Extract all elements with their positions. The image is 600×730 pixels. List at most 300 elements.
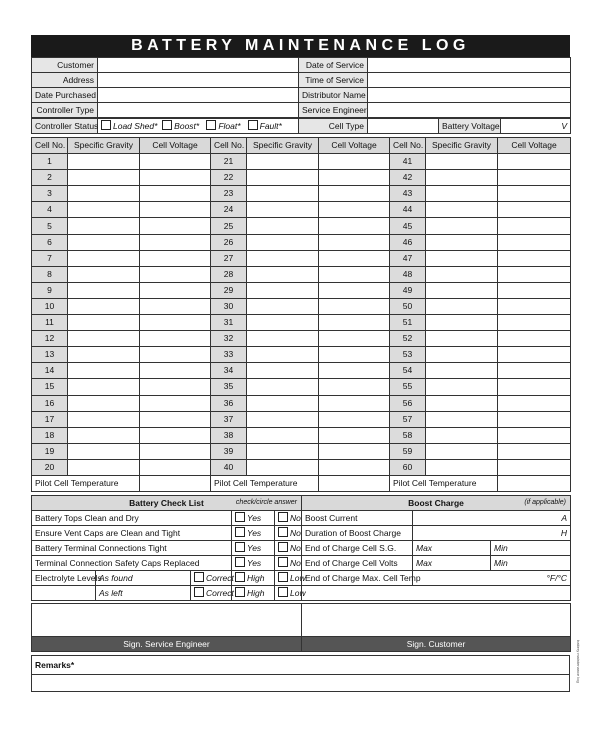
boost-note: (if applicable) [524, 499, 567, 507]
electrolyte-label: Electrolyte Levels [32, 571, 96, 586]
cell-voltage-field[interactable] [319, 379, 390, 395]
cell-table-header-row [32, 138, 571, 154]
specific-gravity-header: Specific Gravity [247, 138, 319, 154]
cell-number: 40 [211, 459, 247, 475]
cell-voltage-field[interactable] [498, 218, 571, 234]
signature-table [31, 603, 571, 652]
cell-number: 39 [211, 443, 247, 459]
status-option-label: Boost* [174, 121, 200, 131]
checkbox[interactable] [278, 542, 288, 552]
checkbox[interactable] [235, 557, 245, 567]
cell-voltage-field[interactable] [319, 202, 390, 218]
yes-label: Yes [247, 513, 262, 524]
high-label: High [247, 588, 265, 599]
cell-number: 17 [32, 411, 68, 427]
table-row [32, 411, 571, 427]
specific-gravity-field[interactable] [68, 298, 140, 314]
yes-label: Yes [247, 543, 262, 554]
checkbox[interactable] [235, 512, 245, 522]
cell-voltage-field[interactable] [498, 427, 571, 443]
specific-gravity-field[interactable] [426, 202, 498, 218]
cell-voltage-field[interactable] [498, 443, 571, 459]
as-found-label: As found [99, 573, 133, 584]
cell-voltage-field[interactable] [498, 411, 571, 427]
specific-gravity-field[interactable] [68, 250, 140, 266]
cell-number: 10 [32, 298, 68, 314]
specific-gravity-field[interactable] [426, 331, 498, 347]
boost-duration-label: Duration of Boost Charge [302, 526, 413, 541]
cell-number: 3 [32, 186, 68, 202]
checkbox[interactable] [101, 120, 111, 130]
specific-gravity-field[interactable] [247, 379, 319, 395]
no-label: No [290, 528, 301, 539]
low-option[interactable] [275, 571, 306, 586]
cell-number: 36 [211, 395, 247, 411]
specific-gravity-field[interactable] [426, 395, 498, 411]
boost-duration-field[interactable] [413, 526, 571, 541]
cell-number: 58 [390, 427, 426, 443]
distributor-name-label: Distributor Name [299, 88, 368, 103]
cell-number: 30 [211, 298, 247, 314]
table-row [32, 234, 571, 250]
no-label: No [290, 558, 301, 569]
cell-voltage-header: Cell Voltage [140, 138, 211, 154]
cell-number: 25 [211, 218, 247, 234]
specific-gravity-header: Specific Gravity [68, 138, 140, 154]
cell-voltage-field[interactable] [140, 234, 211, 250]
checkbox[interactable] [248, 120, 258, 130]
yes-label: Yes [247, 558, 262, 569]
max-label: Max [416, 558, 433, 569]
date-of-service-field[interactable] [368, 58, 571, 73]
cell-readings-table [31, 137, 571, 492]
end-sg-min-field[interactable] [491, 541, 571, 556]
engineer-signature-label: Sign. Service Engineer [32, 637, 302, 652]
cell-voltage-field[interactable] [319, 363, 390, 379]
specific-gravity-field[interactable] [247, 282, 319, 298]
specific-gravity-header: Specific Gravity [426, 138, 498, 154]
specific-gravity-field[interactable] [426, 411, 498, 427]
specific-gravity-field[interactable] [68, 379, 140, 395]
distributor-name-field[interactable] [368, 88, 571, 103]
remarks-field[interactable] [32, 675, 570, 692]
end-temp-field[interactable] [413, 571, 571, 586]
as-left-label: As left [99, 588, 123, 599]
specific-gravity-field[interactable] [68, 266, 140, 282]
table-row [32, 282, 571, 298]
customer-signature-area[interactable] [302, 604, 571, 637]
cell-number: 9 [32, 282, 68, 298]
battery-voltage-field[interactable] [501, 119, 571, 134]
cell-type-field[interactable] [368, 119, 439, 134]
specific-gravity-field[interactable] [247, 218, 319, 234]
cell-voltage-field[interactable] [140, 250, 211, 266]
yes-option[interactable] [232, 556, 275, 571]
table-row [32, 154, 571, 170]
cell-voltage-field[interactable] [140, 331, 211, 347]
specific-gravity-field[interactable] [247, 250, 319, 266]
empty-cell [32, 586, 96, 601]
engineer-signature-area[interactable] [32, 604, 302, 637]
controller-type-field[interactable] [98, 103, 299, 118]
yes-option[interactable] [232, 511, 275, 526]
checkbox[interactable] [194, 587, 204, 597]
cell-voltage-field[interactable] [498, 186, 571, 202]
high-option[interactable] [232, 571, 275, 586]
checklist-note: check/circle answer [235, 499, 297, 507]
table-row [32, 298, 571, 314]
cell-voltage-field[interactable] [140, 170, 211, 186]
cell-number: 21 [211, 154, 247, 170]
checkbox[interactable] [278, 512, 288, 522]
cell-number: 5 [32, 218, 68, 234]
specific-gravity-field[interactable] [426, 234, 498, 250]
cell-number: 28 [211, 266, 247, 282]
specific-gravity-field[interactable] [68, 315, 140, 331]
checkbox[interactable] [278, 527, 288, 537]
specific-gravity-field[interactable] [426, 363, 498, 379]
cell-number: 22 [211, 170, 247, 186]
cell-voltage-field[interactable] [319, 459, 390, 475]
specific-gravity-field[interactable] [426, 266, 498, 282]
pilot-cell-temperature-label: Pilot Cell Temperature [32, 475, 140, 491]
table-row [32, 186, 571, 202]
cell-voltage-field[interactable] [319, 331, 390, 347]
no-option[interactable] [275, 511, 302, 526]
cell-voltage-field[interactable] [498, 170, 571, 186]
cell-voltage-field[interactable] [140, 218, 211, 234]
cell-number: 26 [211, 234, 247, 250]
pilot-cell-temperature-field[interactable] [140, 475, 211, 491]
cell-number: 8 [32, 266, 68, 282]
cell-number: 56 [390, 395, 426, 411]
cell-voltage-field[interactable] [319, 266, 390, 282]
specific-gravity-field[interactable] [426, 298, 498, 314]
cell-voltage-field[interactable] [319, 186, 390, 202]
cell-voltage-field[interactable] [498, 379, 571, 395]
table-row [32, 315, 571, 331]
checkbox[interactable] [278, 557, 288, 567]
header-table [31, 57, 571, 118]
yes-option[interactable] [232, 541, 275, 556]
specific-gravity-field[interactable] [247, 154, 319, 170]
cell-number: 35 [211, 379, 247, 395]
cell-number: 51 [390, 315, 426, 331]
min-label: Min [494, 558, 508, 569]
specific-gravity-field[interactable] [68, 459, 140, 475]
specific-gravity-field[interactable] [247, 186, 319, 202]
specific-gravity-field[interactable] [247, 363, 319, 379]
cell-number: 33 [211, 347, 247, 363]
cell-number: 32 [211, 331, 247, 347]
cell-number: 55 [390, 379, 426, 395]
specific-gravity-field[interactable] [247, 315, 319, 331]
address-field[interactable] [98, 73, 299, 88]
cell-number: 46 [390, 234, 426, 250]
specific-gravity-field[interactable] [68, 186, 140, 202]
pilot-cell-temperature-label: Pilot Cell Temperature [211, 475, 319, 491]
cell-voltage-field[interactable] [319, 347, 390, 363]
specific-gravity-field[interactable] [426, 347, 498, 363]
time-of-service-field[interactable] [368, 73, 571, 88]
cell-voltage-field[interactable] [498, 395, 571, 411]
cell-voltage-field[interactable] [319, 250, 390, 266]
specific-gravity-field[interactable] [68, 282, 140, 298]
cell-voltage-field[interactable] [319, 218, 390, 234]
cell-voltage-field[interactable] [498, 250, 571, 266]
specific-gravity-field[interactable] [247, 331, 319, 347]
specific-gravity-field[interactable] [426, 186, 498, 202]
pilot-temp-row [32, 475, 571, 491]
cell-voltage-field[interactable] [319, 427, 390, 443]
checkbox[interactable] [235, 542, 245, 552]
yes-option[interactable] [232, 526, 275, 541]
boost-current-field[interactable] [413, 511, 571, 526]
service-engineer-label: Service Engineer [299, 103, 368, 118]
cell-voltage-field[interactable] [140, 443, 211, 459]
form-title: BATTERY MAINTENANCE LOG [31, 35, 570, 57]
date-of-service-label: Date of Service [299, 58, 368, 73]
specific-gravity-field[interactable] [68, 411, 140, 427]
specific-gravity-field[interactable] [247, 234, 319, 250]
cell-voltage-field[interactable] [498, 298, 571, 314]
table-row [32, 459, 571, 475]
specific-gravity-field[interactable] [247, 202, 319, 218]
specific-gravity-field[interactable] [68, 154, 140, 170]
cell-no-header: Cell No. [211, 138, 247, 154]
controller-status-label: Controller Status [32, 119, 98, 134]
service-engineer-field[interactable] [368, 103, 571, 118]
cell-voltage-field[interactable] [319, 298, 390, 314]
check-item: Ensure Vent Caps are Clean and Tight [32, 526, 232, 541]
table-row [32, 395, 571, 411]
date-purchased-field[interactable] [98, 88, 299, 103]
unit: H [560, 528, 568, 539]
as-left-field[interactable] [96, 586, 191, 601]
cell-voltage-field[interactable] [498, 315, 571, 331]
specific-gravity-field[interactable] [68, 331, 140, 347]
cell-voltage-field[interactable] [319, 411, 390, 427]
cell-number: 34 [211, 363, 247, 379]
cell-number: 14 [32, 363, 68, 379]
cell-voltage-field[interactable] [140, 282, 211, 298]
date-purchased-label: Date Purchased [32, 88, 98, 103]
checkbox[interactable] [278, 587, 288, 597]
cell-voltage-field[interactable] [498, 347, 571, 363]
table-row [32, 170, 571, 186]
cell-number: 45 [390, 218, 426, 234]
cell-voltage-field[interactable] [140, 363, 211, 379]
cell-number: 24 [211, 202, 247, 218]
cell-voltage-field[interactable] [498, 282, 571, 298]
cell-number: 37 [211, 411, 247, 427]
cell-voltage-field[interactable] [140, 315, 211, 331]
specific-gravity-field[interactable] [68, 170, 140, 186]
cell-voltage-field[interactable] [319, 443, 390, 459]
specific-gravity-field[interactable] [426, 379, 498, 395]
cell-number: 13 [32, 347, 68, 363]
cell-voltage-field[interactable] [498, 363, 571, 379]
footer-note: battery maintenance log [576, 640, 581, 683]
table-row [32, 331, 571, 347]
specific-gravity-field[interactable] [426, 427, 498, 443]
specific-gravity-field[interactable] [426, 170, 498, 186]
cell-voltage-field[interactable] [140, 154, 211, 170]
cell-number: 12 [32, 331, 68, 347]
specific-gravity-field[interactable] [426, 282, 498, 298]
specific-gravity-field[interactable] [247, 427, 319, 443]
cell-number: 2 [32, 170, 68, 186]
cell-voltage-field[interactable] [140, 202, 211, 218]
cell-number: 7 [32, 250, 68, 266]
cell-number: 15 [32, 379, 68, 395]
cell-voltage-field[interactable] [498, 266, 571, 282]
customer-field[interactable] [98, 58, 299, 73]
cell-voltage-field[interactable] [319, 154, 390, 170]
specific-gravity-field[interactable] [247, 298, 319, 314]
high-option[interactable] [232, 586, 275, 601]
status-option-label: Fault* [259, 121, 282, 131]
checkbox[interactable] [235, 572, 245, 582]
remarks-table [31, 655, 570, 692]
checkbox[interactable] [194, 572, 204, 582]
checkbox[interactable] [278, 572, 288, 582]
end-temp-label: End of Charge Max. Cell Temp [302, 571, 413, 586]
cell-number: 53 [390, 347, 426, 363]
specific-gravity-field[interactable] [247, 459, 319, 475]
cell-voltage-field[interactable] [140, 379, 211, 395]
cell-voltage-field[interactable] [140, 459, 211, 475]
max-label: Max [416, 543, 433, 554]
battery-voltage-label: Battery Voltage [439, 119, 501, 134]
cell-voltage-field[interactable] [498, 459, 571, 475]
specific-gravity-field[interactable] [68, 347, 140, 363]
cell-voltage-field[interactable] [319, 282, 390, 298]
cell-voltage-field[interactable] [140, 298, 211, 314]
specific-gravity-field[interactable] [68, 202, 140, 218]
specific-gravity-field[interactable] [247, 266, 319, 282]
cell-number: 18 [32, 427, 68, 443]
specific-gravity-field[interactable] [426, 250, 498, 266]
cell-rows [32, 138, 571, 492]
status-option-label: Load Shed* [113, 121, 158, 131]
checklist-boost-table [31, 495, 571, 601]
cell-voltage-field[interactable] [498, 331, 571, 347]
cell-number: 4 [32, 202, 68, 218]
cell-voltage-field[interactable] [319, 315, 390, 331]
low-label: Low [290, 573, 306, 584]
end-sg-label: End of Charge Cell S.G. [302, 541, 413, 556]
specific-gravity-field[interactable] [68, 395, 140, 411]
cell-voltage-field[interactable] [140, 395, 211, 411]
no-option[interactable] [275, 556, 302, 571]
checkbox[interactable] [235, 587, 245, 597]
pilot-cell-temperature-field[interactable] [498, 475, 571, 491]
specific-gravity-field[interactable] [426, 218, 498, 234]
table-row [32, 443, 571, 459]
end-volts-max-field[interactable] [413, 556, 491, 571]
specific-gravity-field[interactable] [247, 443, 319, 459]
cell-number: 49 [390, 282, 426, 298]
cell-voltage-field[interactable] [498, 234, 571, 250]
specific-gravity-field[interactable] [68, 443, 140, 459]
cell-voltage-field[interactable] [498, 202, 571, 218]
cell-voltage-field[interactable] [140, 411, 211, 427]
time-of-service-label: Time of Service [299, 73, 368, 88]
cell-voltage-field[interactable] [140, 266, 211, 282]
specific-gravity-field[interactable] [247, 395, 319, 411]
cell-voltage-header: Cell Voltage [319, 138, 390, 154]
cell-voltage-field[interactable] [319, 234, 390, 250]
yes-label: Yes [247, 528, 262, 539]
temp-unit: °F/°C [546, 573, 568, 584]
cell-number: 27 [211, 250, 247, 266]
table-row [32, 427, 571, 443]
checkbox[interactable] [235, 527, 245, 537]
cell-number: 43 [390, 186, 426, 202]
pilot-cell-temperature-field[interactable] [319, 475, 390, 491]
specific-gravity-field[interactable] [247, 411, 319, 427]
check-item: Battery Tops Clean and Dry [32, 511, 232, 526]
cell-voltage-field[interactable] [140, 186, 211, 202]
min-label: Min [494, 543, 508, 554]
specific-gravity-field[interactable] [426, 443, 498, 459]
checkbox[interactable] [206, 120, 216, 130]
cell-voltage-field[interactable] [498, 154, 571, 170]
end-sg-max-field[interactable] [413, 541, 491, 556]
no-option[interactable] [275, 541, 302, 556]
specific-gravity-field[interactable] [426, 459, 498, 475]
low-option[interactable] [275, 586, 306, 601]
specific-gravity-field[interactable] [247, 347, 319, 363]
end-volts-min-field[interactable] [491, 556, 571, 571]
no-label: No [290, 513, 301, 524]
cell-number: 54 [390, 363, 426, 379]
specific-gravity-field[interactable] [426, 315, 498, 331]
correct-option[interactable] [191, 586, 232, 601]
unit: A [561, 513, 568, 524]
checkbox[interactable] [162, 120, 172, 130]
cell-number: 59 [390, 443, 426, 459]
cell-no-header: Cell No. [390, 138, 426, 154]
controller-type-label: Controller Type [32, 103, 98, 118]
boost-title: Boost Charge [408, 498, 464, 509]
checklist-header [32, 496, 302, 511]
cell-voltage-field[interactable] [140, 347, 211, 363]
controller-status-table [31, 118, 571, 134]
cell-number: 19 [32, 443, 68, 459]
cell-voltage-field[interactable] [319, 170, 390, 186]
cell-number: 38 [211, 427, 247, 443]
cell-voltage-field[interactable] [319, 395, 390, 411]
cell-number: 29 [211, 282, 247, 298]
specific-gravity-field[interactable] [68, 218, 140, 234]
specific-gravity-field[interactable] [247, 170, 319, 186]
specific-gravity-field[interactable] [68, 363, 140, 379]
table-row [32, 347, 571, 363]
correct-option[interactable] [191, 571, 232, 586]
specific-gravity-field[interactable] [426, 154, 498, 170]
correct-label: Correct [206, 573, 234, 584]
boost-current-label: Boost Current [302, 511, 413, 526]
cell-voltage-field[interactable] [140, 427, 211, 443]
cell-number: 44 [390, 202, 426, 218]
as-found-field[interactable] [96, 571, 191, 586]
no-option[interactable] [275, 526, 302, 541]
cell-number: 6 [32, 234, 68, 250]
specific-gravity-field[interactable] [68, 234, 140, 250]
specific-gravity-field[interactable] [68, 427, 140, 443]
